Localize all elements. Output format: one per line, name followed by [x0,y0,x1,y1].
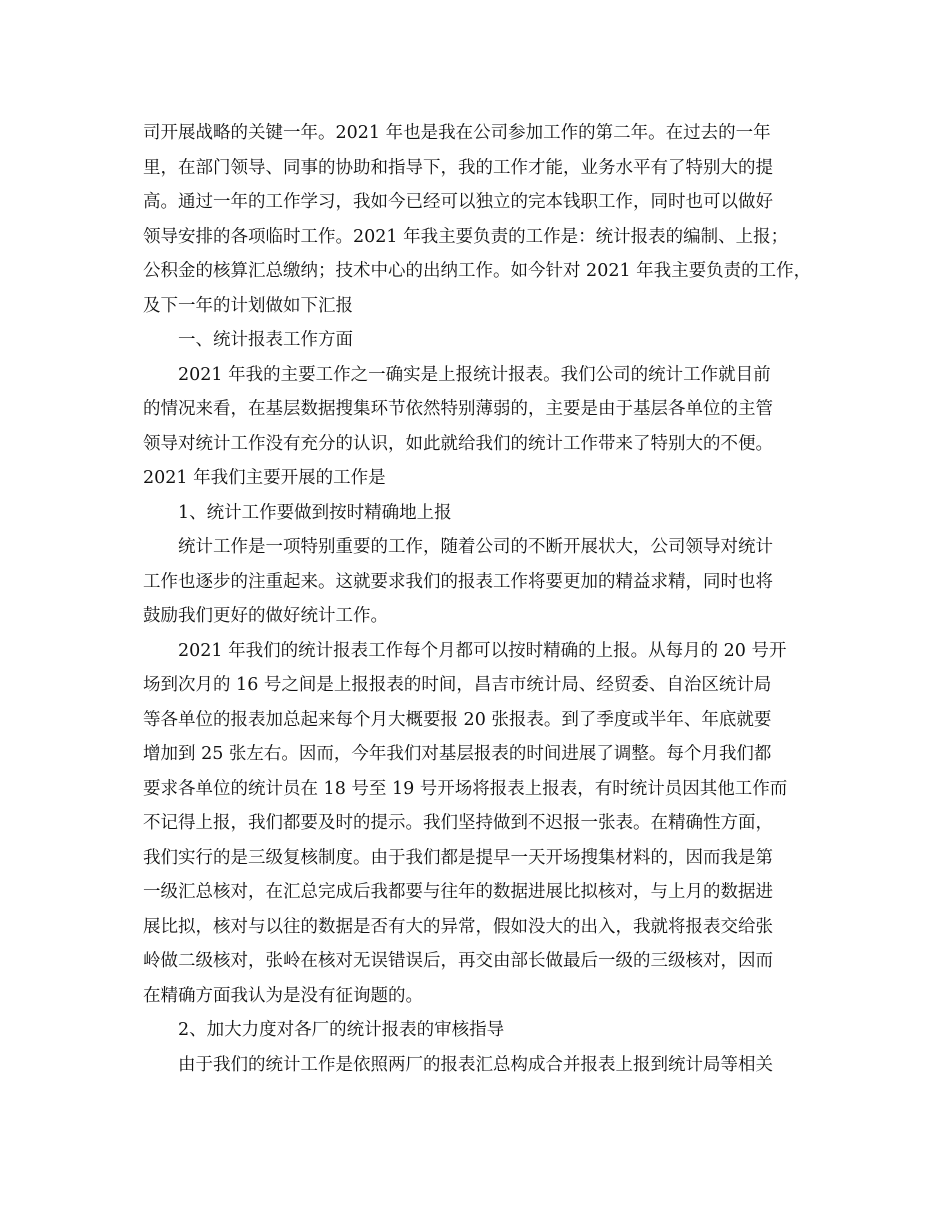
paragraph-line: 高。通过一年的工作学习，我如今已经可以独立的完本钱职工作，同时也可以做好 [143,192,773,212]
paragraph-line: 我们实行的是三级复核制度。由于我们都是提早一天开场搜集材料的，因而我是第 [143,847,773,868]
paragraph-line: 等各单位的报表加总起来每个月大概要报 20 张报表。到了季度或半年、年底就要 [143,709,772,730]
paragraph-line: 不记得上报，我们都要及时的提示。我们坚持做到不迟报一张表。在精确性方面， [143,813,773,833]
section-heading: 一、统计报表工作方面 [178,330,353,350]
paragraph-line: 2021 年我们的统计报表工作每个月都可以按时精确的上报。从每月的 20 号开 [178,640,787,661]
paragraph-line: 要求各单位的统计员在 18 号至 19 号开场将报表上报表，有时统计员因其他工作而 [143,778,788,799]
paragraph-line: 由于我们的统计工作是依照两厂的报表汇总构成合并报表上报到统计局等相关 [178,1054,773,1075]
document-body [143,116,823,1082]
paragraph-line: 统计工作是一项特别重要的工作，随着公司的不断开展状大，公司领导对统计 [178,537,773,557]
paragraph-line: 司开展战略的关键一年。2021 年也是我在公司参加工作的第二年。在过去的一年 [143,123,771,143]
paragraph-line: 增加到 25 张左右。因而，今年我们对基层报表的时间进展了调整。每个月我们都 [143,744,772,764]
subsection-heading: 2、加大力度对各厂的统计报表的审核指导 [178,1020,505,1040]
paragraph-line: 鼓励我们更好的做好统计工作。 [143,606,388,626]
paragraph-line: 工作也逐步的注重起来。这就要求我们的报表工作将要更加的精益求精，同时也将 [143,571,773,592]
paragraph-line: 里，在部门领导、同事的协助和指导下，我的工作才能，业务水平有了特别大的提 [143,157,773,178]
paragraph-line: 在精确方面我认为是没有征询题的。 [143,985,423,1006]
paragraph-line: 的情况来看，在基层数据搜集环节依然特别薄弱的，主要是由于基层各单位的主管 [143,399,773,419]
subsection-heading: 1、统计工作要做到按时精确地上报 [178,502,452,523]
paragraph-line: 2021 年我们主要开展的工作是 [143,468,386,488]
paragraph-line: 展比拟，核对与以往的数据是否有大的异常，假如没大的出入，我就将报表交给张 [143,916,773,937]
paragraph-line: 及下一年的计划做如下汇报 [143,295,353,316]
paragraph-line: 领导安排的各项临时工作。2021 年我主要负责的工作是：统计报表的编制、上报； [143,226,789,247]
paragraph-line: 2021 年我的主要工作之一确实是上报统计报表。我们公司的统计工作就目前 [178,364,771,385]
paragraph-line: 公积金的核算汇总缴纳；技术中心的出纳工作。如今针对 2021 年我主要负责的工作， [143,261,812,281]
paragraph-line: 场到次月的 16 号之间是上报报表的时间，昌吉市统计局、经贸委、自治区统计局 [143,675,772,695]
paragraph-line: 一级汇总核对，在汇总完成后我都要与往年的数据进展比拟核对，与上月的数据进 [143,882,773,902]
paragraph-line: 岭做二级核对，张岭在核对无误错误后，再交由部长做最后一级的三级核对，因而 [143,951,773,971]
paragraph-line: 领导对统计工作没有充分的认识，如此就给我们的统计工作带来了特别大的不便。 [143,433,773,454]
